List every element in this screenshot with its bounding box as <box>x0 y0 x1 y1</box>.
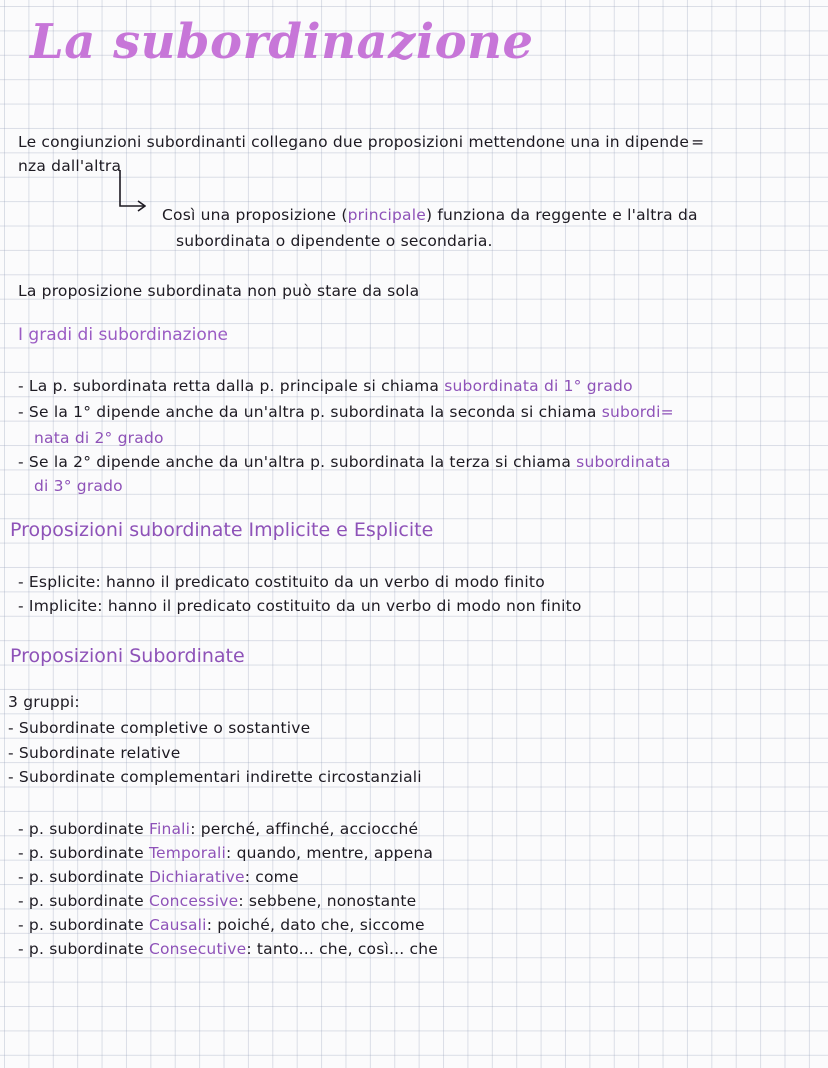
type-prefix: - p. subordinate <box>18 844 149 862</box>
type-label: Finali <box>148 820 191 838</box>
type-label: Consecutive <box>148 940 247 958</box>
type-item-consecutive <box>18 937 438 961</box>
note-post: ) funziona da reggente e l'altra da <box>425 206 698 224</box>
gradi-item-2-cont: nata di 2° grado <box>34 429 164 447</box>
note-line-2: subordinata o dipendente o secondaria. <box>176 232 493 250</box>
hyphen-mark: = <box>691 133 705 151</box>
arrow-icon <box>118 168 146 212</box>
statement: La proposizione subordinata non può stare da sola <box>18 282 420 300</box>
type-examples: : sebbene, nonostante <box>238 892 417 910</box>
group-item-1: - Subordinate completive o sostantive <box>8 719 311 737</box>
note-line-1 <box>162 203 698 227</box>
note-pre: Così una proposizione ( <box>162 206 348 224</box>
section-heading-proposizioni: Proposizioni Subordinate <box>10 645 245 667</box>
note-highlight: principale <box>347 206 426 224</box>
gradi-item-term: subordi= <box>601 403 674 421</box>
type-prefix: - p. subordinate <box>18 916 149 934</box>
type-item-finali <box>18 817 418 841</box>
page-title: La subordinazione <box>30 14 534 70</box>
type-item-concessive <box>18 889 416 913</box>
type-label: Concessive <box>148 892 239 910</box>
gradi-item-3 <box>18 450 671 474</box>
type-label: Causali <box>148 916 207 934</box>
type-item-dichiarative <box>18 865 299 889</box>
gradi-item-2 <box>18 400 674 424</box>
type-examples: : poiché, dato che, siccome <box>206 916 425 934</box>
intro-line-1 <box>18 130 704 154</box>
type-prefix: - p. subordinate <box>18 940 149 958</box>
type-examples: : tanto... che, così... che <box>246 940 439 958</box>
gradi-item-text: - Se la 1° dipende anche da un'altra p. subordinata la seconda si chiama <box>18 403 602 421</box>
type-examples: : perché, affinché, acciocché <box>190 820 419 838</box>
type-prefix: - p. subordinate <box>18 820 149 838</box>
type-prefix: - p. subordinate <box>18 892 149 910</box>
group-item-2: - Subordinate relative <box>8 744 181 762</box>
groups-intro: 3 gruppi: <box>8 693 80 711</box>
gradi-item-term: subordinata <box>576 453 671 471</box>
gradi-item-1 <box>18 374 633 398</box>
intro-line-2: nza dall'altra <box>18 157 122 175</box>
section-heading-gradi: I gradi di subordinazione <box>18 325 228 345</box>
type-examples: : quando, mentre, appena <box>226 844 434 862</box>
gradi-item-text: - Se la 2° dipende anche da un'altra p. subordinata la terza si chiama <box>18 453 577 471</box>
type-label: Dichiarative <box>148 868 245 886</box>
type-label: Temporali <box>148 844 227 862</box>
type-examples: : come <box>244 868 299 886</box>
implicite-item-1: - Esplicite: hanno il predicato costituito da un verbo di modo finito <box>18 573 545 591</box>
group-item-3: - Subordinate complementari indirette circostanziali <box>8 768 422 786</box>
type-item-temporali <box>18 841 433 865</box>
type-item-causali <box>18 913 425 937</box>
section-heading-implicite: Proposizioni subordinate Implicite e Esplicite <box>10 519 434 541</box>
implicite-item-2: - Implicite: hanno il predicato costituito da un verbo di modo non finito <box>18 597 582 615</box>
gradi-item-term: subordinata di 1° grado <box>444 377 633 395</box>
gradi-item-3-cont: di 3° grado <box>34 477 123 495</box>
intro-text: Le congiunzioni subordinanti collegano due proposizioni mettendone una in dipende <box>18 133 690 151</box>
type-prefix: - p. subordinate <box>18 868 149 886</box>
gradi-item-text: - La p. subordinata retta dalla p. principale si chiama <box>18 377 445 395</box>
